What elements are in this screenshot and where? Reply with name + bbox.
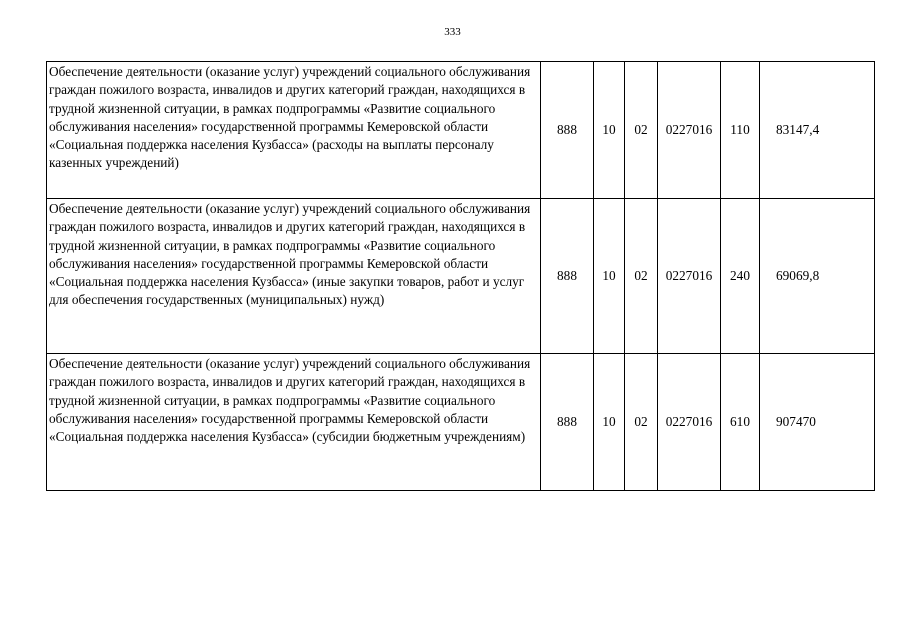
subsection-code: 02 bbox=[625, 199, 658, 354]
ministry-code: 888 bbox=[541, 62, 594, 199]
expense-type-code: 110 bbox=[721, 62, 760, 199]
row-description: Обеспечение деятельности (оказание услуг) учреждений социального обслуживания граждан пожилого возраста, инвалидов и других категорий граждан, находящихся в трудной жизненной ситуации, в рамках подпрограммы «Развитие социального обслуживания населения» государственной программы Кемеровской области «Социальная поддержка населения Кузбасса» (иные закупки товаров, работ и услуг для обеспечения государственных (муниципальных) нужд) bbox=[47, 199, 541, 354]
budget-table bbox=[46, 61, 875, 491]
page-number: 333 bbox=[444, 26, 461, 38]
section-code: 10 bbox=[594, 354, 625, 491]
expense-type-code: 610 bbox=[721, 354, 760, 491]
row-description: Обеспечение деятельности (оказание услуг) учреждений социального обслуживания граждан пожилого возраста, инвалидов и других категорий граждан, находящихся в трудной жизненной ситуации, в рамках подпрограммы «Развитие социального обслуживания населения» государственной программы Кемеровской области «Социальная поддержка населения Кузбасса» (расходы на выплаты персоналу казенных учреждений) bbox=[47, 62, 541, 199]
ministry-code: 888 bbox=[541, 199, 594, 354]
ministry-code: 888 bbox=[541, 354, 594, 491]
amount: 907470 bbox=[760, 354, 875, 491]
table-row bbox=[47, 199, 875, 354]
target-code: 0227016 bbox=[658, 62, 721, 199]
subsection-code: 02 bbox=[625, 354, 658, 491]
row-description: Обеспечение деятельности (оказание услуг) учреждений социального обслуживания граждан пожилого возраста, инвалидов и других категорий граждан, находящихся в трудной жизненной ситуации, в рамках подпрограммы «Развитие социального обслуживания населения» государственной программы Кемеровской области «Социальная поддержка населения Кузбасса» (субсидии бюджетным учреждениям) bbox=[47, 354, 541, 491]
target-code: 0227016 bbox=[658, 199, 721, 354]
table-row bbox=[47, 62, 875, 199]
target-code: 0227016 bbox=[658, 354, 721, 491]
section-code: 10 bbox=[594, 62, 625, 199]
amount: 83147,4 bbox=[760, 62, 875, 199]
amount: 69069,8 bbox=[760, 199, 875, 354]
subsection-code: 02 bbox=[625, 62, 658, 199]
section-code: 10 bbox=[594, 199, 625, 354]
table-row bbox=[47, 354, 875, 491]
expense-type-code: 240 bbox=[721, 199, 760, 354]
